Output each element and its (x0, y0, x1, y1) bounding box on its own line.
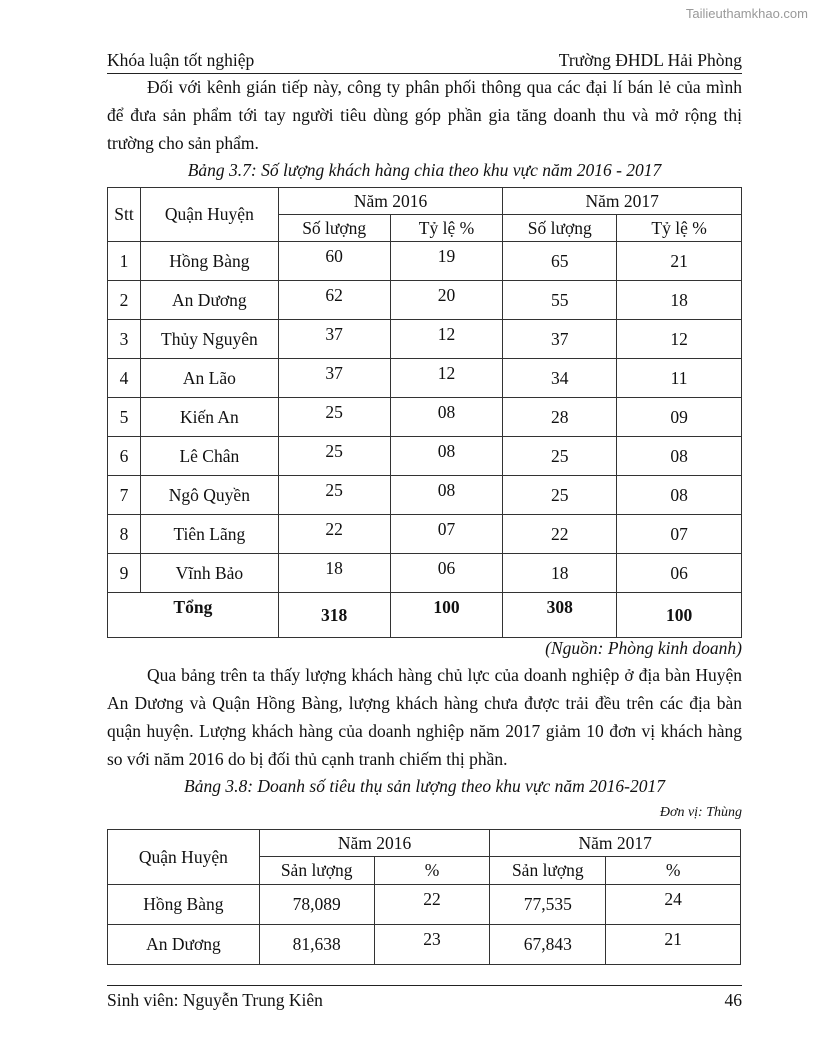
cell-qty-2017: 25 (503, 476, 617, 515)
sales-volume-table (107, 829, 741, 965)
cell-pct-2016: 22 (374, 885, 490, 925)
paragraph-1: Đối với kênh gián tiếp này, công ty phân phối thông qua các đại lí bán lẻ của mình để đưa sản phẩm tới tay người tiêu dùng góp phần gia tăng doanh thu và mở rộng thị trường cho sản phẩm. (107, 77, 742, 153)
cell-pct-2016: 06 (390, 554, 503, 593)
cell-stt: 7 (108, 476, 141, 515)
total-pct-2017: 100 (617, 593, 742, 638)
cell-stt: 1 (108, 242, 141, 281)
cell-district: Hồng Bàng (108, 885, 260, 925)
col-header-2017: Năm 2017 (490, 830, 741, 857)
table-row (108, 515, 742, 554)
page-footer (107, 985, 742, 1011)
cell-pct-2016: 08 (390, 476, 503, 515)
cell-qty-2016: 37 (278, 359, 390, 398)
cell-qty-2016: 18 (278, 554, 390, 593)
cell-district: Hồng Bàng (140, 242, 278, 281)
table-row (108, 398, 742, 437)
cell-qty-2017: 77,535 (490, 885, 606, 925)
cell-pct-2017: 21 (606, 925, 741, 965)
col-header-district: Quận Huyện (140, 188, 278, 242)
cell-pct-2016: 08 (390, 398, 503, 437)
cell-district: An Dương (108, 925, 260, 965)
cell-qty-2016: 81,638 (259, 925, 374, 965)
cell-qty-2016: 37 (278, 320, 390, 359)
cell-stt: 5 (108, 398, 141, 437)
cell-district: Tiên Lãng (140, 515, 278, 554)
cell-qty-2017: 18 (503, 554, 617, 593)
paragraph-2: Qua bảng trên ta thấy lượng khách hàng chủ lực của doanh nghiệp ở địa bàn Huyện An Dương và Quận Hồng Bàng, lượng khách hàng chưa được trải đều trên các địa bàn quận huyện. Lượng khách hàng của doanh nghiệp năm 2017 giảm 10 đơn vị khách hàng so với năm 2016 do bị đối thủ cạnh tranh chiếm thị phần. (107, 665, 742, 769)
cell-stt: 8 (108, 515, 141, 554)
total-qty-2017: 308 (503, 593, 617, 638)
table-row (108, 320, 742, 359)
total-label: Tổng (108, 593, 279, 638)
table-row (108, 242, 742, 281)
table2-caption: Bảng 3.8: Doanh số tiêu thụ sản lượng theo khu vực năm 2016-2017 (184, 776, 665, 796)
col-header-district: Quận Huyện (108, 830, 260, 885)
col-header-2017: Năm 2017 (503, 188, 742, 215)
cell-pct-2017: 08 (617, 437, 742, 476)
col-header-qty-2016: Số lượng (278, 215, 390, 242)
cell-pct-2016: 19 (390, 242, 503, 281)
table-row (108, 885, 741, 925)
table-row (108, 554, 742, 593)
cell-pct-2016: 08 (390, 437, 503, 476)
header-left: Khóa luận tốt nghiệp (107, 50, 255, 70)
col-header-pct-2017: Tỷ lệ % (617, 215, 742, 242)
watermark: Tailieuthamkhao.com (685, 6, 808, 21)
cell-pct-2017: 08 (617, 476, 742, 515)
cell-pct-2017: 09 (617, 398, 742, 437)
col-header-2016: Năm 2016 (278, 188, 503, 215)
cell-pct-2016: 12 (390, 359, 503, 398)
cell-district: Thủy Nguyên (140, 320, 278, 359)
cell-qty-2016: 25 (278, 437, 390, 476)
cell-pct-2016: 12 (390, 320, 503, 359)
table-row (108, 281, 742, 320)
cell-stt: 4 (108, 359, 141, 398)
cell-pct-2016: 20 (390, 281, 503, 320)
cell-district: Kiến An (140, 398, 278, 437)
cell-qty-2016: 22 (278, 515, 390, 554)
cell-qty-2017: 22 (503, 515, 617, 554)
col-header-qty-2017: Số lượng (503, 215, 617, 242)
col-header-stt: Stt (108, 188, 141, 242)
table1-caption: Bảng 3.7: Số lượng khách hàng chia theo khu vực năm 2016 - 2017 (187, 160, 662, 180)
cell-qty-2017: 28 (503, 398, 617, 437)
cell-qty-2016: 60 (278, 242, 390, 281)
cell-district: Lê Chân (140, 437, 278, 476)
table2-unit: Đơn vị: Thùng (659, 805, 742, 820)
table-row (108, 359, 742, 398)
cell-qty-2016: 25 (278, 476, 390, 515)
page-number: 46 (724, 990, 742, 1010)
cell-district: Ngô Quyền (140, 476, 278, 515)
cell-qty-2017: 37 (503, 320, 617, 359)
cell-pct-2017: 18 (617, 281, 742, 320)
total-pct-2016: 100 (390, 593, 503, 638)
table-row (108, 925, 741, 965)
cell-stt: 9 (108, 554, 141, 593)
cell-pct-2017: 11 (617, 359, 742, 398)
cell-pct-2016: 07 (390, 515, 503, 554)
cell-pct-2017: 06 (617, 554, 742, 593)
cell-qty-2017: 67,843 (490, 925, 606, 965)
cell-district: Vĩnh Bảo (140, 554, 278, 593)
cell-qty-2016: 62 (278, 281, 390, 320)
cell-district: An Lão (140, 359, 278, 398)
cell-stt: 6 (108, 437, 141, 476)
cell-stt: 2 (108, 281, 141, 320)
cell-qty-2017: 34 (503, 359, 617, 398)
footer-student: Sinh viên: Nguyễn Trung Kiên (107, 990, 323, 1010)
cell-stt: 3 (108, 320, 141, 359)
col-header-qty-2017: Sản lượng (490, 857, 606, 885)
cell-pct-2016: 23 (374, 925, 490, 965)
table-row (108, 437, 742, 476)
cell-qty-2016: 25 (278, 398, 390, 437)
col-header-qty-2016: Sản lượng (259, 857, 374, 885)
col-header-pct-2016: Tỷ lệ % (390, 215, 503, 242)
header-right: Trường ĐHDL Hải Phòng (558, 50, 742, 70)
page-header (107, 50, 742, 74)
total-qty-2016: 318 (278, 593, 390, 638)
table-row (108, 476, 742, 515)
cell-qty-2017: 55 (503, 281, 617, 320)
col-header-pct-2016: % (374, 857, 490, 885)
col-header-pct-2017: % (606, 857, 741, 885)
cell-pct-2017: 24 (606, 885, 741, 925)
cell-pct-2017: 21 (617, 242, 742, 281)
col-header-2016: Năm 2016 (259, 830, 490, 857)
cell-qty-2016: 78,089 (259, 885, 374, 925)
cell-pct-2017: 12 (617, 320, 742, 359)
table1-source: (Nguồn: Phòng kinh doanh) (545, 638, 742, 658)
cell-qty-2017: 65 (503, 242, 617, 281)
cell-pct-2017: 07 (617, 515, 742, 554)
cell-qty-2017: 25 (503, 437, 617, 476)
cell-district: An Dương (140, 281, 278, 320)
customer-count-table (107, 187, 742, 638)
